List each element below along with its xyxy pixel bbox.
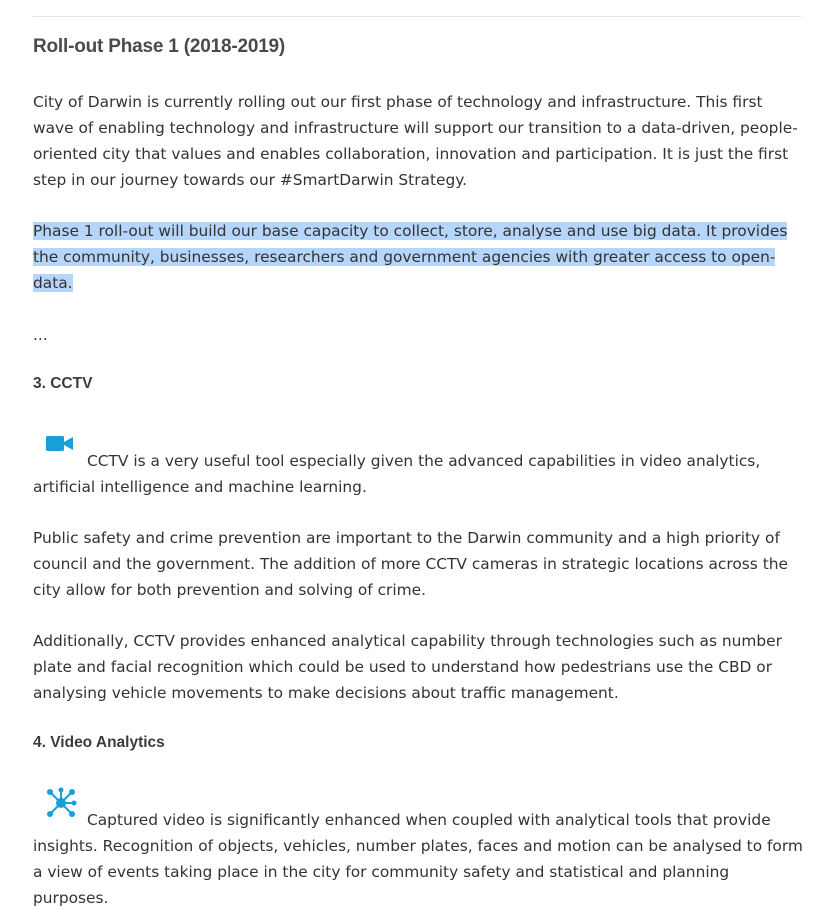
cctv-paragraph-3: Additionally, CCTV provides enhanced analytical capability through technologies such as number plate and facial recognition which could be used to understand how pedestrians use the CBD or analysing vehicle movements to make decisions about traffic management.: [33, 632, 782, 702]
cctv-paragraph-1: CCTV is a very useful tool especially given the advanced capabilities in video analytics, artificial intelligence and machine learning.: [33, 452, 761, 496]
cctv-paragraph-2: Public safety and crime prevention are important to the Darwin community and a high priority of council and the government. The addition of more CCTV cameras in strategic locations across the city allow for both prevention and solving of crime.: [33, 529, 788, 599]
intro-paragraph: City of Darwin is currently rolling out our first phase of technology and infrastructure. This first wave of enabling technology and infrastructure will support our transition to a data-driven, people-oriented city that values and enables collaboration, innovation and participation. It is just the first step in our journey towards our #SmartDarwin Strategy.: [33, 93, 798, 189]
section-heading-phase: Roll-out Phase 1 (2018-2019): [33, 36, 286, 57]
ellipsis-text: ...: [33, 326, 48, 344]
cctv-heading: 3. CCTV: [33, 375, 93, 392]
selected-paragraph: [33, 218, 805, 296]
video-analytics-paragraph-1: Captured video is significantly enhanced when coupled with analytical tools that provide insights. Recognition of objects, vehicles, number plates, faces and motion can be analysed to form a view of events taking place in the city for community safety and statistical and planning purposes.: [33, 811, 803, 907]
text-selection: Phase 1 roll-out will build our base capacity to collect, store, analyse and use big data. It provides the community, businesses, researchers and government agencies with greater access to open-data.: [33, 222, 788, 292]
video-analytics-heading: 4. Video Analytics: [33, 734, 165, 751]
top-divider: [33, 16, 801, 17]
